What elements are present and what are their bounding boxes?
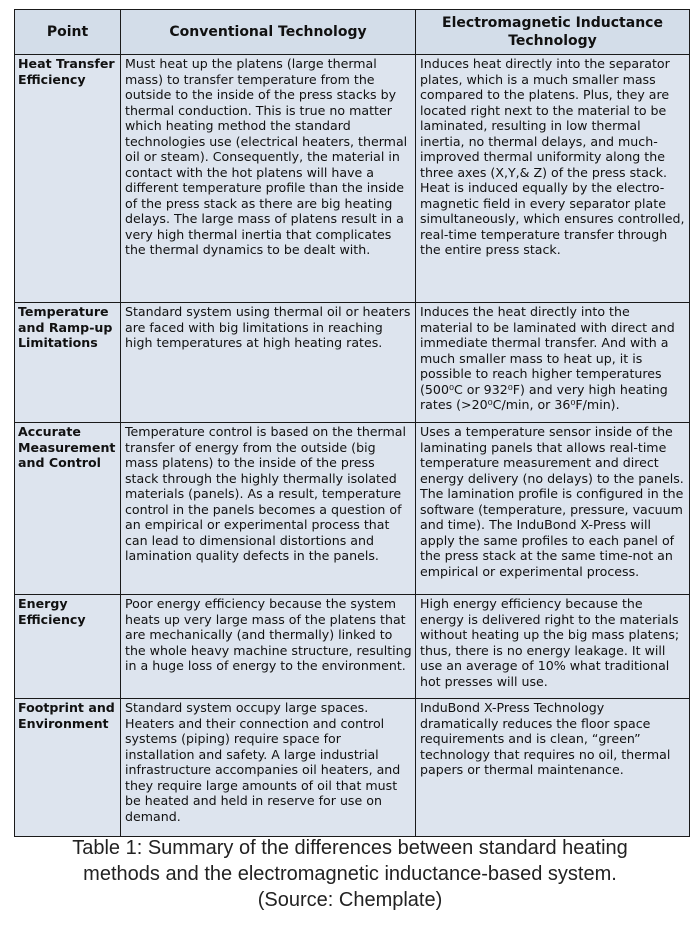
caption-line: Table 1: Summary of the differences between standard heating xyxy=(72,837,628,859)
row-point: Temperature and Ramp-up Limitations xyxy=(15,303,121,423)
row-point: Footprint and Environment xyxy=(15,699,121,837)
row-point: Heat Transfer Efficiency xyxy=(15,55,121,303)
table-row xyxy=(15,303,690,423)
table-row xyxy=(15,595,690,699)
comparison-table-container xyxy=(14,9,689,837)
table-row xyxy=(15,423,690,595)
row-point: Accurate Measurement and Control xyxy=(15,423,121,595)
table-row xyxy=(15,55,690,303)
comparison-table xyxy=(14,9,690,837)
table-row xyxy=(15,699,690,837)
row-electromagnetic: Induces the heat directly into the material to be laminated with direct and immediate thermal transfer. And with a much smaller mass to heat up, it is possible to reach higher temperatures (500⁰C or 932⁰F) and very high heating rates (>20⁰C/min, or 36⁰F/min). xyxy=(416,303,690,423)
row-conventional: Must heat up the platens (large thermal mass) to transfer temperature from the outside to the inside of the press stacks by thermal conduction. This is true no matter which heating method the standard technologies use (electrical heaters, thermal oil or steam). Consequently, the material in contact with the hot platens will have a different temperature profile than the inside of the press stack as there are big heating delays. The large mass of platens result in a very high thermal inertia that complicates the thermal dynamics to be dealt with. xyxy=(121,55,416,303)
caption-source: (Source: Chemplate) xyxy=(257,889,443,911)
row-point: Energy Efficiency xyxy=(15,595,121,699)
header-conventional: Conventional Technology xyxy=(121,10,416,55)
row-electromagnetic: InduBond X-Press Technology dramatically reduces the floor space requirements and is clean, “green” technology that requires no oil, thermal papers or thermal maintenance. xyxy=(416,699,690,837)
header-point: Point xyxy=(15,10,121,55)
caption-line: methods and the electromagnetic inductance-based system. xyxy=(83,863,617,885)
row-conventional: Standard system occupy large spaces. Heaters and their connection and control systems (piping) require space for installation and safety. A large industrial infrastructure accompanies oil heaters, and they require large amounts of oil that must be heated and held in reserve for use on demand. xyxy=(121,699,416,837)
row-electromagnetic: Uses a temperature sensor inside of the laminating panels that allows real-time temperature measurement and direct energy delivery (no delays) to the panels. The lamination profile is configured in the software (temperature, pressure, vacuum and time). The InduBond X-Press will apply the same profiles to each panel of the press stack at the same time-not an empirical or experimental process. xyxy=(416,423,690,595)
header-electromagnetic: Electromagnetic Inductance Technology xyxy=(416,10,690,55)
row-electromagnetic: Induces heat directly into the separator plates, which is a much smaller mass compared to the platens. Plus, they are located right next to the material to be laminated, resulting in low thermal inertia, no thermal delays, and much-improved thermal uniformity along the three axes (X,Y,& Z) of the press stack. Heat is induced equally by the electro-magnetic field in every separator plate simultaneously, which ensures controlled, real-time temperature transfer through the entire press stack. xyxy=(416,55,690,303)
row-conventional: Standard system using thermal oil or heaters are faced with big limitations in reaching high temperatures at high heating rates. xyxy=(121,303,416,423)
table-caption xyxy=(0,835,700,913)
row-conventional: Poor energy efficiency because the system heats up very large mass of the platens that are mechanically (and thermally) linked to the whole heavy machine structure, resulting in a huge loss of energy to the environment. xyxy=(121,595,416,699)
table-header-row xyxy=(15,10,690,55)
row-conventional: Temperature control is based on the thermal transfer of energy from the outside (big mass platens) to the inside of the press stack through the highly thermally isolated materials (panels). As a result, temperature control in the panels becomes a question of an empirical or experimental process that can lead to dimensional distortions and lamination quality defects in the panels. xyxy=(121,423,416,595)
row-electromagnetic: High energy efficiency because the energy is delivered right to the materials without heating up the big mass platens; thus, there is no energy leakage. It will use an average of 10% what traditional hot presses will use. xyxy=(416,595,690,699)
